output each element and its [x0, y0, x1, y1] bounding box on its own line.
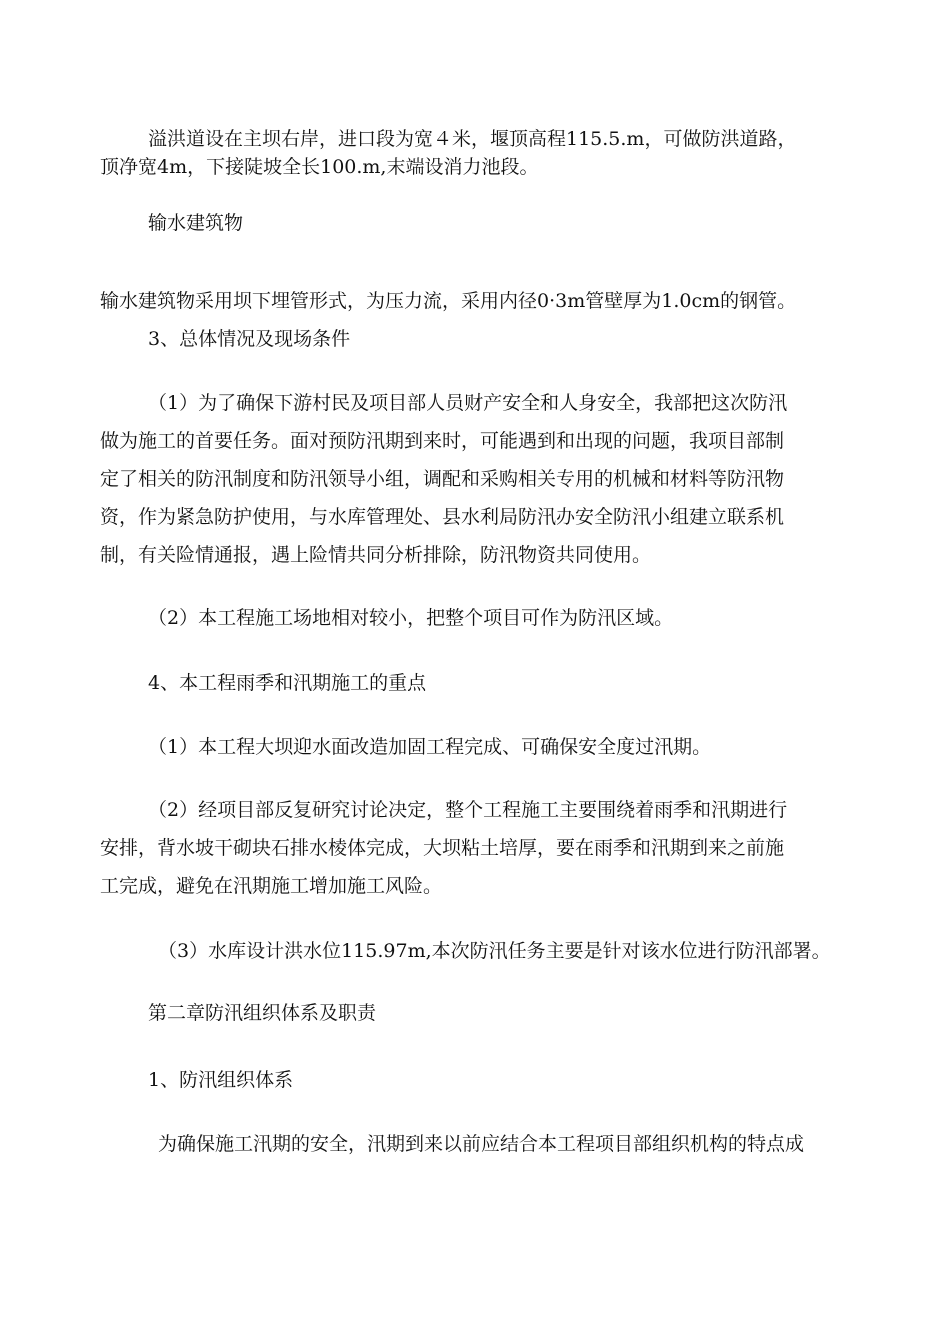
point-3: （3）水库设计洪水位115.97m,本次防汛任务主要是针对该水位进行防汛部署。 [158, 940, 831, 962]
para-2: （2）本工程施工场地相对较小，把整个项目可作为防汛区域。 [148, 607, 674, 629]
water-structure-text: 输水建筑物采用坝下埋管形式，为压力流，采用内径0·3m管壁厚为1.0cm的钢管。 [100, 290, 797, 312]
para-1-line-5: 制，有关险情通报，遇上险情共同分析排除，防汛物资共同使用。 [100, 544, 652, 566]
spillway-line-2: 顶净宽4m，下接陡坡全长100.m,末端设消力池段。 [100, 156, 539, 178]
point-2-line-1: （2）经项目部反复研究讨论决定，整个工程施工主要围绕着雨季和汛期进行 [148, 799, 788, 821]
heading-section-3: 3、总体情况及现场条件 [148, 328, 351, 350]
chapter-2-title: 第二章防汛组织体系及职责 [148, 1002, 377, 1024]
heading-water-structure: 输水建筑物 [148, 212, 244, 234]
para-1-line-3: 定了相关的防汛制度和防汛领导小组，调配和采购相关专用的机械和材料等防汛物 [100, 468, 785, 490]
heading-section-4: 4、本工程雨季和汛期施工的重点 [148, 672, 427, 694]
point-2-line-2: 安排，背水坡干砌块石排水棱体完成，大坝粘土培厚，要在雨季和汛期到来之前施 [100, 837, 785, 859]
spillway-line-1: 溢洪道设在主坝右岸，进口段为宽４米，堰顶高程115.5.m，可做防洪道路， [148, 128, 797, 150]
para-1-line-4: 资，作为紧急防护使用，与水库管理处、县水利局防汛办安全防汛小组建立联系机 [100, 506, 785, 528]
para-1-line-2: 做为施工的首要任务。面对预防汛期到来时，可能遇到和出现的问题，我项目部制 [100, 430, 785, 452]
point-2-line-3: 工完成，避免在汛期施工增加施工风险。 [100, 875, 443, 897]
para-1-line-1: （1）为了确保下游村民及项目部人员财产安全和人身安全，我部把这次防汛 [148, 392, 788, 414]
point-1: （1）本工程大坝迎水面改造加固工程完成、可确保安全度过汛期。 [148, 736, 712, 758]
final-paragraph-line: 为确保施工汛期的安全，汛期到来以前应结合本工程项目部组织机构的特点成 [158, 1133, 805, 1155]
heading-subsection-1: 1、防汛组织体系 [148, 1069, 294, 1091]
